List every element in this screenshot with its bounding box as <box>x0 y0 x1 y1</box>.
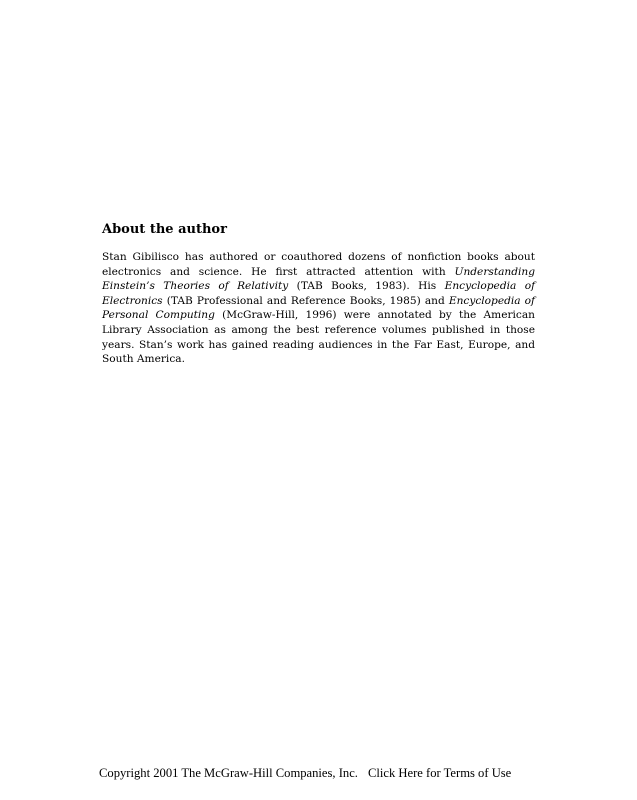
bio-text-1: Stan Gibilisco has authored or coauthored dozens of nonfiction books about electronics and science. He first attracted attention with <box>102 251 535 278</box>
page-footer <box>99 765 549 781</box>
bio-text-2: (TAB Books, 1983). His <box>288 280 445 293</box>
book-title-relativity: Understanding Einstein’s Theories of Relativity <box>102 265 535 293</box>
bio-text-4: (McGraw-Hill, 1996) were annotated by the American Library Association as among the best reference volumes published in those years. Stan’s work has gained reading audiences in the Far East, Europe, and South America. <box>102 309 535 366</box>
author-bio-paragraph <box>102 250 535 367</box>
bio-text-3: (TAB Professional and Reference Books, 1985) and <box>162 294 449 307</box>
book-title-computing: Encyclopedia of Personal Computing <box>102 294 535 322</box>
section-heading: About the author <box>102 222 227 237</box>
about-author-section <box>102 221 535 367</box>
book-title-electronics: Encyclopedia of Electronics <box>102 280 535 307</box>
terms-of-use-link[interactable]: Click Here for Terms of Use <box>367 766 512 780</box>
copyright-text: Copyright 2001 The McGraw-Hill Companies, Inc. <box>99 766 358 780</box>
